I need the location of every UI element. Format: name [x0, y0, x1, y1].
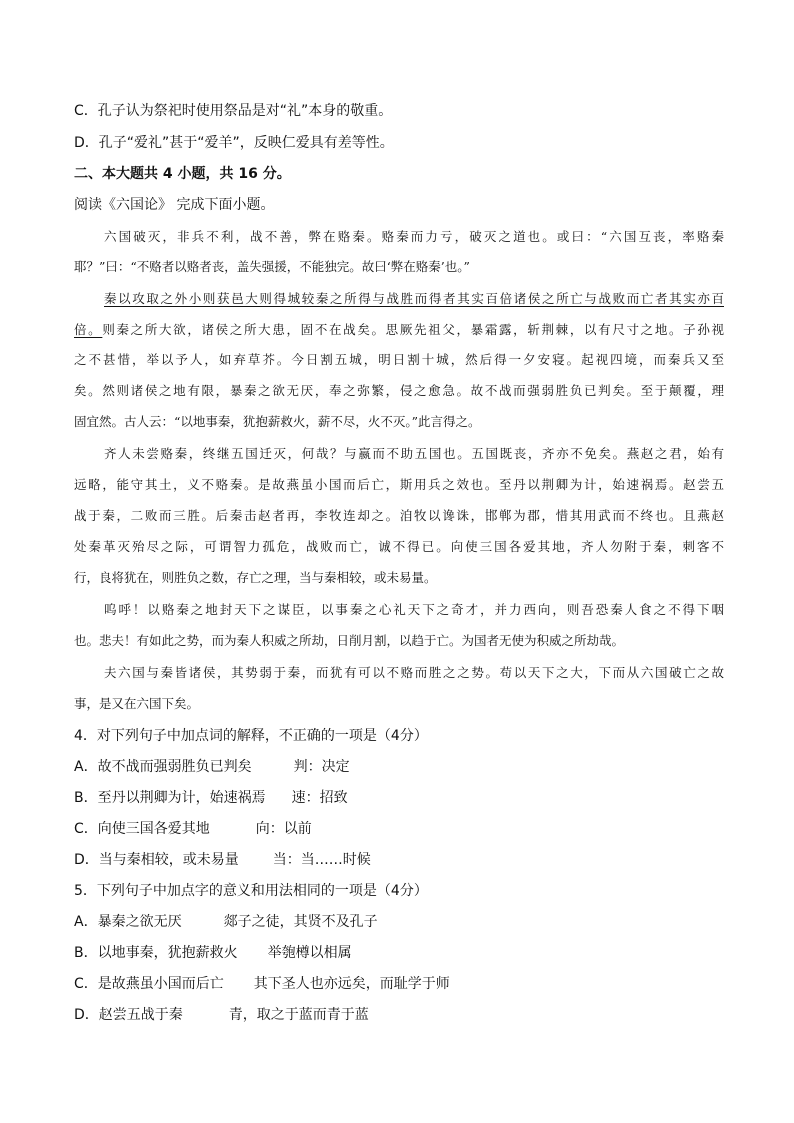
- option-c-q3: C．孔子认为祭祀时使用祭品是对“礼”本身的敬重。: [74, 103, 393, 119]
- passage-p3-line: 战于秦，二败而三胜。后秦击赵者再，李牧连却之。洎牧以谗诛，邯郸为郡，惜其用武而不终也。且燕赵: [74, 508, 724, 523]
- reading-instruction: 阅读《六国论》 完成下面小题。: [74, 197, 275, 213]
- passage-p2-line: 矣。然则诸侯之地有限，暴秦之欲无厌，奉之弥繁，侵之愈急。故不战而强弱胜负已判矣。至于颠覆，理: [74, 383, 724, 398]
- passage-p5-line: 事，是又在六国下矣。: [74, 696, 200, 711]
- q5-option-c: C．是故燕虽小国而后亡 其下圣人也亦远矣，而耻学于师: [74, 976, 450, 992]
- underlined-sentence-end: 倍。: [74, 322, 103, 337]
- question-4-stem: 4．对下列句子中加点词的解释，不正确的一项是（4分）: [74, 728, 428, 744]
- passage-p1-line: 六国破灭，非兵不利，战不善，弊在赂秦。赂秦而力亏，破灭之道也。或曰：“六国互丧，率赂秦: [104, 229, 724, 244]
- passage-p5-line: 夫六国与秦皆诸侯，其势弱于秦，而犹有可以不赂而胜之之势。苟以天下之大，下而从六国破亡之故: [104, 665, 724, 680]
- passage-p1-line: 耶？”曰：“不赂者以赂者丧，盖失强援，不能独完。故曰‘弊在赂秦’也。”: [74, 259, 470, 274]
- q4-option-d: D．当与秦相较，或未易量 当：当……时候: [74, 852, 371, 868]
- passage-p2-line: [74, 289, 724, 309]
- q5-option-a: A．暴秦之欲无厌 郯子之徒，其贤不及孔子: [74, 914, 378, 930]
- passage-p3-line: 行，良将犹在，则胜负之数，存亡之理，当与秦相较，或未易量。: [74, 570, 437, 585]
- passage-p3-line: 远略，能守其土，义不赂秦。是故燕虽小国而后亡，斯用兵之效也。至丹以荆卿为计，始速祸焉。赵尝五: [74, 477, 724, 492]
- passage-p2-line: 固宜然。古人云：“以地事秦，犹抱薪救火，薪不尽，火不灭。”此言得之。: [74, 414, 481, 429]
- passage-p2-line: 倍。则秦之所大欲，诸侯之所大患，固不在战矣。思厥先祖父，暴霜露，斩荆棘，以有尺寸之地。子孙视: [74, 322, 724, 337]
- underlined-sentence: 秦以攻取之外小则获邑大则得城较秦之所得与战胜而得者其实百倍诸侯之所亡与战败而亡者其实亦百: [104, 291, 724, 306]
- passage-p2-line: 之不甚惜，举以予人，如弃草芥。今日割五城，明日割十城，然后得一夕安寝。起视四境，而秦兵又至: [74, 352, 724, 367]
- section-heading: 二、本大题共 4 小题，共 16 分。: [74, 166, 291, 182]
- passage-p4-line: 也。悲夫！有如此之势，而为秦人积威之所劫，日削月割，以趋于亡。为国者无使为积威之所劫哉。: [74, 633, 625, 648]
- q5-option-b: B．以地事秦，犹抱薪救火 举匏樽以相属: [74, 945, 352, 961]
- q4-option-b: B．至丹以荆卿为计，始速祸焉 速：招致: [74, 790, 348, 806]
- q4-option-c: C．向使三国各爱其地 向：以前: [74, 821, 312, 837]
- q4-option-a: A．故不战而强弱胜负已判矣 判：决定: [74, 759, 350, 775]
- passage-p3-line: 处秦革灭殆尽之际，可谓智力孤危，战败而亡，诚不得已。向使三国各爱其地，齐人勿附于秦，刺客不: [74, 539, 724, 554]
- passage-p4-line: 呜呼！以赂秦之地封天下之谋臣，以事秦之心礼天下之奇才，并力西向，则吾恐秦人食之不得下咽: [104, 602, 724, 617]
- q5-option-d: D．赵尝五战于秦 青，取之于蓝而青于蓝: [74, 1007, 369, 1023]
- question-5-stem: 5．下列句子中加点字的意义和用法相同的一项是（4分）: [74, 883, 428, 899]
- option-d-q3: D．孔子“爱礼”甚于“爱羊”，反映仁爱具有差等性。: [74, 135, 394, 151]
- passage-p3-line: 齐人未尝赂秦，终继五国迁灭，何哉？与嬴而不助五国也。五国既丧，齐亦不免矣。燕赵之君，始有: [104, 446, 724, 461]
